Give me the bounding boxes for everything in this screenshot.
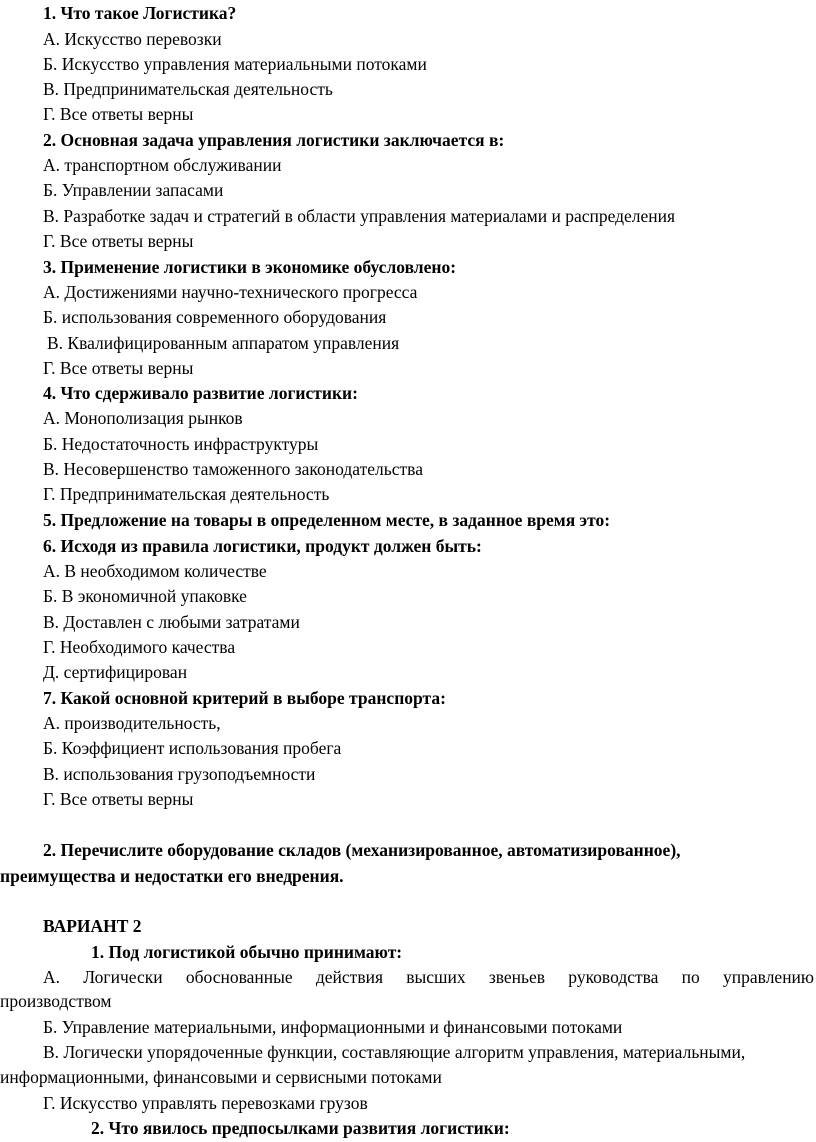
q3-option-a: А. Достижениями научно-технического прогресса <box>43 282 418 302</box>
v2-q1-option-c-line-2: информационными, финансовыми и сервисными потоками <box>0 1067 442 1087</box>
q6-option-e: Д. сертифицирован <box>43 662 188 682</box>
q2-option-a: А. транспортном обслуживании <box>43 155 282 175</box>
task-2-line-1: 2. Перечислите оборудование складов (механизированное, автоматизированное), <box>43 840 681 860</box>
q6-option-d: Г. Необходимого качества <box>43 637 236 657</box>
question-7: 7. Какой основной критерий в выборе транспорта: <box>43 688 446 708</box>
q4-option-a: А. Монополизация рынков <box>43 408 243 428</box>
q3-option-c: В. Квалифицированным аппаратом управления <box>47 333 400 353</box>
q3-option-d: Г. Все ответы верны <box>43 358 194 378</box>
q1-option-d: Г. Все ответы верны <box>43 104 194 124</box>
task-2-line-2: преимущества и недостатки его внедрения. <box>0 866 344 886</box>
v2-q1-option-a-line-1: А. Логически обоснованные действия высших звеньев руководства по управлению <box>43 967 814 987</box>
variant-2-question-1: 1. Под логистикой обычно принимают: <box>91 942 403 962</box>
q7-option-b: Б. Коэффициент использования пробега <box>43 738 342 758</box>
question-3: 3. Применение логистики в экономике обусловлено: <box>43 257 457 277</box>
q1-option-b: Б. Искусство управления материальными потоками <box>43 54 427 74</box>
q4-option-d: Г. Предпринимательская деятельность <box>43 484 330 504</box>
q6-option-b: Б. В экономичной упаковке <box>43 586 247 606</box>
v2-q1-option-c-line-1: В. Логически упорядоченные функции, составляющие алгоритм управления, материальными, <box>43 1042 746 1062</box>
q7-option-a: А. производительность, <box>43 713 221 733</box>
q6-option-c: В. Доставлен с любыми затратами <box>43 612 300 632</box>
q7-option-d: Г. Все ответы верны <box>43 789 194 809</box>
q4-option-b: Б. Недостаточность инфраструктуры <box>43 434 319 454</box>
variant-2-heading: ВАРИАНТ 2 <box>43 916 142 936</box>
q1-option-c: В. Предпринимательская деятельность <box>43 79 333 99</box>
q3-option-b: Б. использования современного оборудования <box>43 307 387 327</box>
question-4: 4. Что сдерживало развитие логистики: <box>43 383 358 403</box>
question-2: 2. Основная задача управления логистики заключается в: <box>43 130 505 150</box>
q2-option-b: Б. Управлении запасами <box>43 180 224 200</box>
v2-q1-option-b: Б. Управление материальными, информационными и финансовыми потоками <box>43 1017 623 1037</box>
q1-option-a: А. Искусство перевозки <box>43 29 222 49</box>
q4-option-c: В. Несовершенство таможенного законодательства <box>43 459 423 479</box>
question-6: 6. Исходя из правила логистики, продукт должен быть: <box>43 536 482 556</box>
v2-q1-option-d: Г. Искусство управлять перевозками грузов <box>43 1093 368 1113</box>
question-1: 1. Что такое Логистика? <box>43 3 237 23</box>
question-5: 5. Предложение на товары в определенном месте, в заданное время это: <box>43 510 611 530</box>
variant-2-question-2: 2. Что явилось предпосылками развития логистики: <box>91 1118 510 1138</box>
q2-option-c: В. Разработке задач и стратегий в области управления материалами и распределения <box>43 206 676 226</box>
v2-q1-option-a-line-2: производством <box>0 991 112 1011</box>
q7-option-c: В. использования грузоподъемности <box>43 764 316 784</box>
q2-option-d: Г. Все ответы верны <box>43 231 194 251</box>
q6-option-a: А. В необходимом количестве <box>43 561 267 581</box>
